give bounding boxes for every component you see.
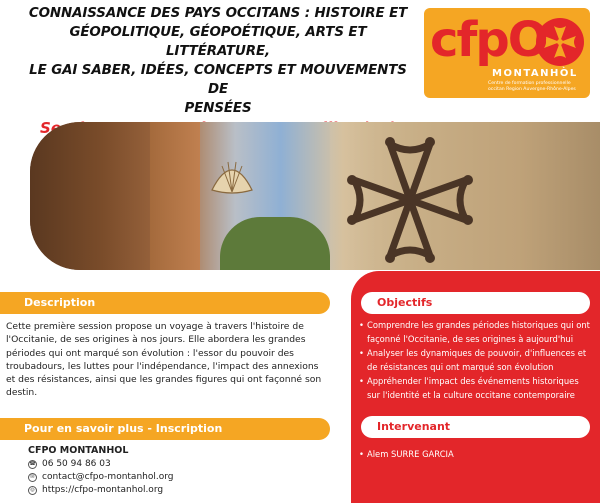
banner-photo [30, 122, 600, 270]
objectifs-list [359, 319, 593, 404]
title-block [18, 4, 418, 137]
list-item: • Analyser les dynamiques de pouvoir, d'influences et de résistances qui ont marqué son évolution [359, 347, 593, 374]
title-line: GÉOPOLITIQUE, GÉOPOÉTIQUE, ARTS ET LITTÉRATURE, [69, 25, 367, 59]
contact-website-row [28, 484, 174, 497]
title-line: CONNAISSANCE DES PAYS OCCITANS : HISTOIRE ET [28, 6, 408, 21]
phone-icon: ☎ [29, 461, 36, 467]
title-line: LE GAI SABER, IDÉES, CONCEPTS ET MOUVEMENTS DE [29, 63, 407, 97]
contact-website[interactable]: https://cfpo-montanhol.org [42, 485, 164, 495]
list-item: • Comprendre les grandes périodes historiques qui ont façonné l'Occitanie, de ses origines à aujourd'hui [359, 319, 593, 346]
description-text: Cette première session propose un voyage à travers l'histoire de l'Occitanie, de ses origines à nos jours. Elle abordera les grandes périodes qui ont marqué son évolution : l'essor du pouvoir des troubadours, les luttes pour l'indépendance, l'impact des annexions et des résistances, ainsi que les grandes figures qui ont façonné son destin. [6, 321, 322, 399]
page-title [18, 4, 418, 118]
right-column [351, 271, 600, 503]
contact-email[interactable]: contact@cfpo-montanhol.org [42, 472, 174, 482]
email-icon: ✉ [28, 473, 37, 482]
title-line: PENSÉES [184, 101, 252, 116]
hill-shape [220, 217, 330, 270]
intervenant-list [359, 448, 593, 463]
logo-wordmark: cfpO [430, 12, 547, 68]
contact-email-row [28, 471, 174, 484]
contact-phone[interactable]: 06 50 94 86 03 [42, 459, 111, 469]
intervenant-heading: Intervenant [361, 416, 590, 438]
contact-phone-row [28, 458, 174, 471]
logo-subtitle: Centre de formation professionnelle occitan Region Auvergne-Rhône-Alpes [488, 81, 576, 92]
cfpo-logo [424, 8, 590, 98]
info-heading: Pour en savoir plus - Inscription [0, 418, 330, 440]
contact-org: CFPO MONTANHOL [28, 445, 129, 456]
left-column [0, 292, 330, 495]
contact-block [28, 444, 174, 497]
globe-icon: ◎ [28, 486, 37, 495]
scallop-shell-icon [208, 156, 256, 196]
logo-name: MONTANHÒL [492, 68, 578, 79]
objectifs-heading: Objectifs [361, 292, 590, 314]
description-heading: Description [0, 292, 330, 314]
list-item: • Alem SURRE GARCIA [359, 448, 593, 462]
info-heading-container [0, 418, 330, 440]
occitan-cross-sculpture-icon [330, 130, 490, 270]
list-item: • Appréhender l'impact des événements historiques sur l'identité et la culture occitane contemporaire [359, 375, 593, 402]
